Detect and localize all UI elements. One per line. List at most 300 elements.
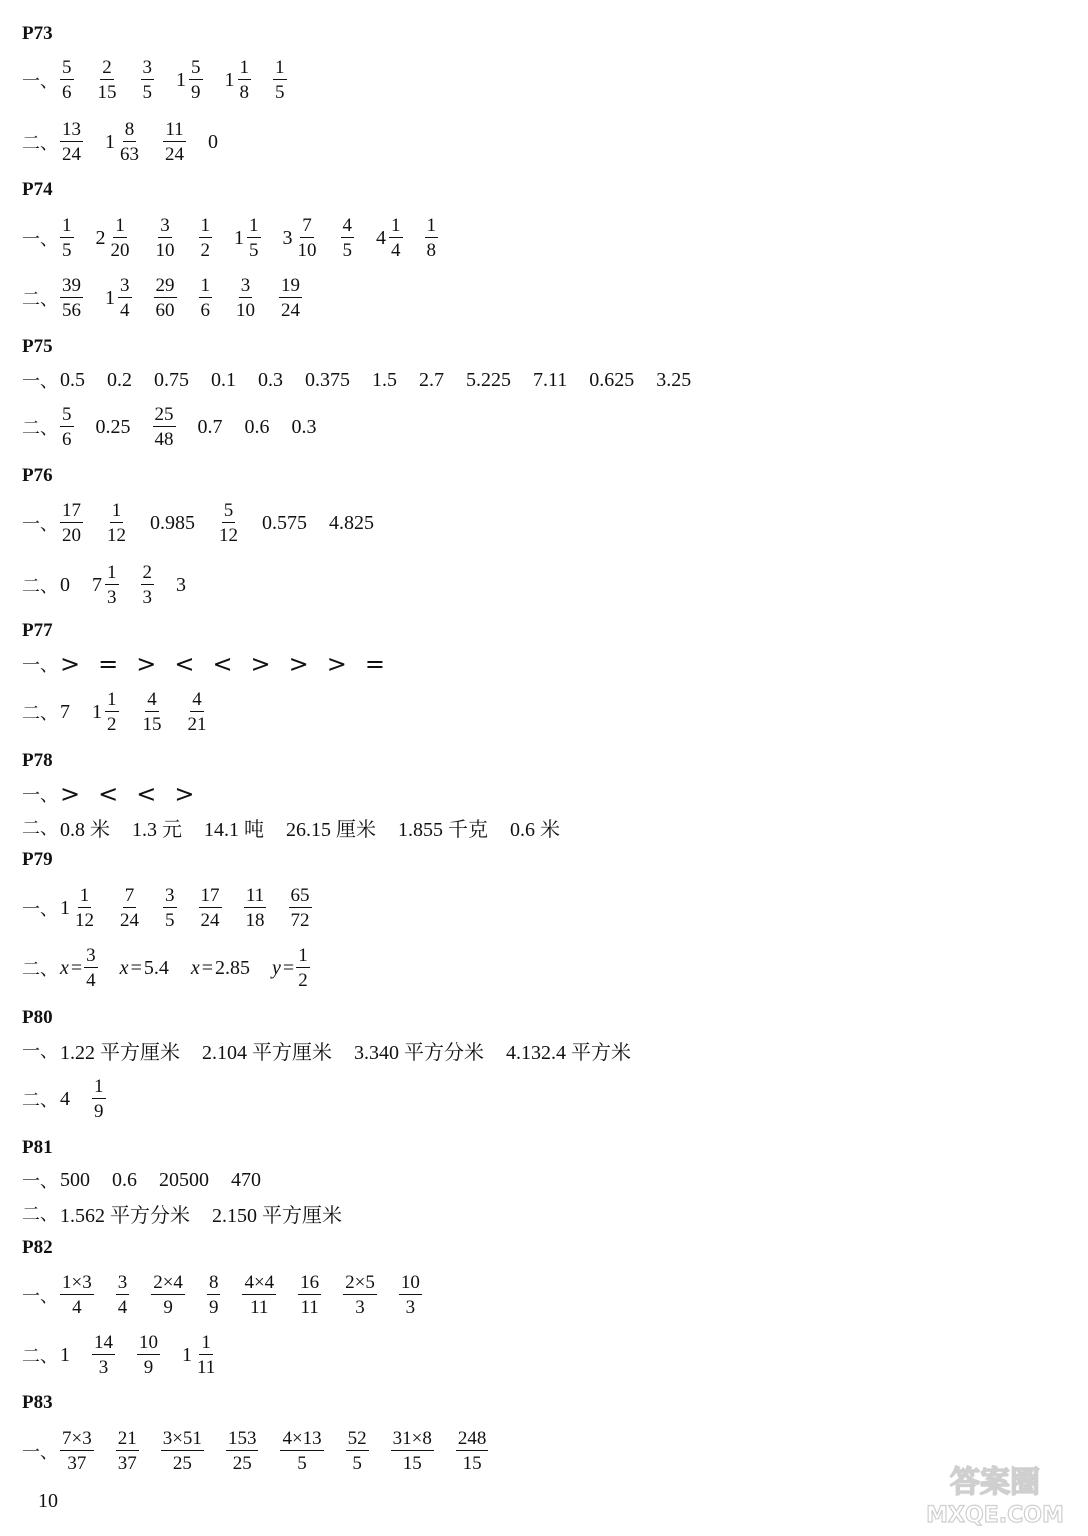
answer-text: 2.7 — [419, 368, 444, 391]
numerator: 8 — [208, 1272, 219, 1293]
answer-text: 1.5 — [372, 368, 397, 391]
comparison-symbol: > — [288, 650, 309, 678]
denominator: 21 — [187, 714, 207, 735]
section-title: P78 — [22, 750, 53, 771]
fraction — [96, 58, 119, 102]
denominator: 24 — [165, 144, 184, 165]
numerator: 1 — [249, 215, 259, 236]
fraction — [289, 886, 312, 930]
answer-item — [198, 416, 223, 439]
answer-text: 470 — [231, 1168, 261, 1191]
answer-text: 0.985 — [150, 511, 195, 534]
denominator: 24 — [120, 910, 139, 931]
whole-number: 1 — [176, 68, 186, 91]
answer-item — [199, 216, 213, 260]
answer-row — [22, 362, 713, 398]
answer-text: 1.855 千克 — [398, 818, 488, 841]
row-label: 二、 — [22, 959, 58, 980]
numerator: 4×13 — [282, 1428, 322, 1449]
denominator: 15 — [402, 1453, 422, 1474]
equals-sign: = — [70, 956, 83, 979]
comparison-symbol: = — [364, 650, 385, 678]
answer-text: 1.562 平方分米 — [60, 1204, 190, 1227]
section-title: P80 — [22, 1007, 53, 1028]
answer-text: 3.25 — [656, 368, 692, 391]
denominator: 3 — [405, 1297, 416, 1318]
denominator: 2 — [298, 970, 308, 991]
fraction — [109, 216, 132, 260]
answer-item — [176, 574, 186, 597]
answer-text: 1 — [60, 1343, 70, 1366]
answer-item — [60, 276, 83, 320]
comparison-symbol: > — [60, 650, 81, 678]
numerator: 14 — [94, 1332, 113, 1353]
denominator: 60 — [155, 300, 175, 321]
answer-item — [289, 886, 312, 930]
answer-item — [234, 216, 261, 260]
answer-item — [656, 369, 691, 392]
fraction — [199, 276, 213, 320]
denominator: 11 — [250, 1297, 269, 1318]
fraction — [189, 58, 203, 102]
denominator: 5 — [342, 240, 352, 261]
equals-sign: = — [282, 956, 295, 979]
fraction — [154, 216, 177, 260]
denominator: 10 — [236, 300, 255, 321]
answer-item — [120, 957, 169, 980]
fraction — [298, 1273, 321, 1317]
denominator: 24 — [200, 910, 220, 931]
denominator: 5 — [297, 1453, 307, 1474]
row-label: 二、 — [22, 576, 58, 597]
answer-item — [399, 1273, 422, 1317]
answer-item — [245, 416, 270, 439]
answer-text: 2.150 平方厘米 — [212, 1204, 342, 1227]
whole-number: 4 — [376, 226, 386, 249]
denominator: 48 — [154, 429, 174, 450]
fraction — [137, 1333, 160, 1377]
answer-item — [298, 1273, 321, 1317]
section-title: P83 — [22, 1392, 53, 1413]
numerator: 29 — [155, 275, 175, 296]
answer-text: 0.6 — [112, 1168, 137, 1191]
fraction — [280, 1429, 323, 1473]
answer-row — [22, 776, 212, 812]
answer-item — [96, 216, 132, 260]
answer-item — [105, 276, 132, 320]
answer-item — [153, 405, 176, 449]
fraction — [186, 690, 209, 734]
whole-number: 1 — [224, 68, 235, 91]
fraction — [389, 216, 403, 260]
numerator: 4 — [192, 689, 202, 710]
section-title: P77 — [22, 620, 53, 641]
numerator: 1 — [391, 215, 401, 236]
fraction — [238, 58, 252, 102]
numerator: 52 — [347, 1428, 367, 1449]
answer-item — [466, 369, 511, 392]
fraction — [60, 1429, 94, 1473]
answer-item — [60, 1036, 180, 1065]
answer-row — [22, 809, 582, 845]
answer-item — [96, 58, 119, 102]
comparison-symbol: > — [136, 650, 157, 678]
row-label: 一、 — [22, 655, 58, 676]
answer-text: 2.104 平方厘米 — [202, 1041, 332, 1064]
answer-item — [60, 405, 74, 449]
answer-text: 500 — [60, 1168, 90, 1191]
fraction — [199, 886, 222, 930]
section-title: P82 — [22, 1237, 53, 1258]
row-label: 一、 — [22, 1171, 58, 1192]
answer-item — [225, 58, 252, 102]
numerator: 1 — [107, 689, 117, 710]
answer-item — [60, 1169, 90, 1192]
answer-text: 7.11 — [533, 368, 568, 391]
numerator: 17 — [62, 500, 81, 521]
numerator: 1 — [426, 215, 436, 236]
comparison-symbol: < — [212, 650, 233, 678]
answer-row — [22, 275, 324, 321]
denominator: 15 — [462, 1453, 482, 1474]
whole-number: 1 — [105, 286, 115, 309]
numerator: 39 — [62, 275, 81, 296]
row-label: 一、 — [22, 1442, 58, 1463]
denominator: 12 — [107, 525, 126, 546]
denominator: 9 — [94, 1101, 104, 1122]
answer-item — [60, 369, 85, 392]
answer-item — [60, 813, 110, 842]
answer-row — [22, 404, 339, 450]
denominator: 4 — [120, 300, 130, 321]
whole-number: 1 — [105, 130, 115, 153]
answer-item — [589, 369, 634, 392]
answer-item — [141, 690, 164, 734]
answer-item — [258, 369, 283, 392]
fraction — [60, 1273, 94, 1317]
fraction — [92, 1077, 106, 1121]
answer-item — [141, 58, 155, 102]
numerator: 4×4 — [244, 1272, 275, 1293]
answer-text: 1.22 平方厘米 — [60, 1041, 180, 1064]
answer-item — [105, 120, 141, 164]
denominator: 10 — [297, 240, 317, 261]
answer-item — [354, 1036, 484, 1065]
answer-item — [372, 369, 397, 392]
numerator: 21 — [117, 1428, 137, 1449]
fraction — [199, 216, 213, 260]
row-label: 二、 — [22, 133, 58, 154]
denominator: 15 — [97, 82, 117, 103]
answer-item — [262, 512, 307, 535]
row-label: 一、 — [22, 229, 58, 250]
denominator: 9 — [208, 1297, 219, 1318]
fraction — [456, 1429, 489, 1473]
answer-item — [231, 1169, 261, 1192]
numerator: 17 — [200, 885, 220, 906]
answer-row — [22, 215, 460, 261]
denominator: 20 — [110, 240, 130, 261]
denominator: 72 — [290, 910, 310, 931]
denominator: 3 — [355, 1297, 365, 1318]
watermark-line2: MXQE.COM — [926, 1503, 1064, 1528]
answer-item — [456, 1429, 489, 1473]
fraction — [207, 1273, 221, 1317]
answer-row — [22, 1195, 364, 1231]
denominator: 6 — [62, 429, 72, 450]
numerator: 11 — [165, 119, 184, 140]
answer-item — [154, 276, 177, 320]
answer-item — [96, 416, 131, 439]
answer-row — [22, 500, 396, 546]
row-label: 二、 — [22, 1346, 58, 1367]
numerator: 19 — [281, 275, 300, 296]
denominator: 5 — [62, 240, 72, 261]
watermark-logo — [910, 1458, 1080, 1530]
answer-text: 0.8 米 — [60, 818, 110, 841]
denominator: 11 — [300, 1297, 319, 1318]
answer-row — [22, 885, 334, 931]
answer-item — [105, 501, 128, 545]
denominator: 6 — [200, 300, 210, 321]
answer-text: 4.132.4 平方米 — [506, 1041, 631, 1064]
answer-text: 4.825 — [329, 511, 374, 534]
answer-item — [343, 1273, 377, 1317]
numerator: 13 — [62, 119, 81, 140]
answer-text: 0.2 — [107, 368, 132, 391]
numerator: 5 — [62, 404, 72, 425]
comparison-symbol: = — [98, 650, 119, 678]
answer-item — [346, 1429, 369, 1473]
section-title: P76 — [22, 465, 53, 486]
answer-row — [22, 1272, 444, 1318]
fraction — [60, 501, 83, 545]
answer-item — [280, 1429, 323, 1473]
answer-item — [60, 574, 70, 597]
fraction — [105, 690, 119, 734]
answer-item — [163, 120, 186, 164]
answer-item — [226, 1429, 259, 1473]
answer-item — [234, 276, 257, 320]
answer-text: 4 — [60, 1087, 70, 1110]
answer-item — [191, 957, 250, 980]
answer-text: 1.3 元 — [132, 818, 182, 841]
fraction — [346, 1429, 369, 1473]
numerator: 3 — [120, 275, 130, 296]
denominator: 10 — [155, 240, 175, 261]
answer-item — [186, 690, 209, 734]
answer-text: 3 — [176, 573, 186, 596]
watermark-line1: 答案圈 — [950, 1465, 1040, 1500]
denominator: 8 — [239, 82, 249, 103]
answer-item — [217, 501, 240, 545]
fraction — [151, 1273, 185, 1317]
fraction — [296, 946, 310, 990]
numerator: 8 — [124, 119, 135, 140]
answer-item — [211, 369, 236, 392]
denominator: 24 — [62, 144, 81, 165]
denominator: 12 — [219, 525, 238, 546]
answer-text: 14.1 吨 — [204, 818, 264, 841]
answer-text: 0.1 — [211, 368, 236, 391]
fraction — [391, 1429, 434, 1473]
denominator: 37 — [67, 1453, 87, 1474]
whole-number: 1 — [92, 700, 102, 723]
answer-item — [398, 813, 488, 842]
answer-row — [22, 646, 403, 682]
numerator: 5 — [223, 500, 234, 521]
fraction — [60, 216, 74, 260]
numerator: 1 — [79, 885, 90, 906]
answer-item — [283, 216, 319, 260]
row-label: 一、 — [22, 514, 58, 535]
answer-item — [60, 501, 83, 545]
row-label: 二、 — [22, 818, 58, 839]
numerator: 10 — [400, 1272, 420, 1293]
equals-sign: = — [130, 956, 142, 979]
denominator: 9 — [163, 1297, 173, 1318]
answer-item — [151, 1273, 185, 1317]
answer-item — [92, 1077, 106, 1121]
answer-row — [22, 1332, 239, 1378]
answer-text: 2.85 — [215, 956, 251, 979]
numerator: 3 — [240, 275, 251, 296]
fraction — [118, 276, 132, 320]
fraction — [163, 120, 186, 164]
whole-number: 1 — [60, 896, 70, 919]
answer-item — [107, 369, 132, 392]
answer-row — [22, 119, 240, 165]
denominator: 20 — [62, 525, 81, 546]
numerator: 1 — [62, 215, 72, 236]
fraction — [242, 1273, 276, 1317]
numerator: 1 — [107, 562, 117, 583]
answer-text: 3.340 平方分米 — [354, 1041, 484, 1064]
denominator: 6 — [62, 82, 72, 103]
answer-item — [329, 512, 374, 535]
answer-item — [376, 216, 403, 260]
numerator: 2×4 — [153, 1272, 183, 1293]
fraction — [247, 216, 261, 260]
numerator: 25 — [154, 404, 174, 425]
denominator: 25 — [232, 1453, 252, 1474]
section-title: P81 — [22, 1137, 53, 1158]
answer-text: 0.7 — [197, 415, 223, 438]
answer-text: 0.3 — [258, 368, 283, 391]
answer-text: 0.575 — [262, 511, 307, 534]
fraction — [92, 1333, 115, 1377]
fraction — [105, 563, 119, 607]
denominator: 63 — [120, 144, 139, 165]
section-title: P74 — [22, 179, 53, 200]
denominator: 4 — [72, 1297, 82, 1318]
answer-text: 0.5 — [60, 368, 85, 391]
answer-item — [92, 563, 119, 607]
answer-text: 0 — [208, 130, 218, 153]
answer-row — [22, 1076, 128, 1122]
answer-item — [425, 216, 439, 260]
answer-item — [212, 1199, 342, 1228]
answer-item — [118, 886, 141, 930]
numerator: 31×8 — [392, 1428, 432, 1449]
answer-item — [60, 58, 74, 102]
denominator: 9 — [191, 82, 201, 103]
answer-row — [22, 945, 332, 991]
answer-item — [506, 1036, 631, 1065]
row-label: 一、 — [22, 71, 58, 92]
answer-item — [305, 369, 350, 392]
variable: x — [60, 956, 69, 979]
numerator: 1 — [201, 1332, 211, 1353]
denominator: 9 — [143, 1357, 154, 1378]
numerator: 3 — [160, 215, 170, 236]
numerator: 3 — [86, 945, 96, 966]
denominator: 2 — [200, 240, 210, 261]
numerator: 11 — [245, 885, 265, 906]
numerator: 1 — [115, 215, 125, 236]
numerator: 7 — [302, 215, 312, 236]
answer-item — [154, 369, 189, 392]
fraction — [195, 1333, 217, 1377]
answer-row — [22, 57, 309, 103]
denominator: 15 — [142, 714, 162, 735]
denominator: 8 — [426, 240, 436, 261]
answer-item — [391, 1429, 434, 1473]
denominator: 3 — [107, 587, 117, 608]
fraction — [217, 501, 240, 545]
denominator: 5 — [142, 82, 152, 103]
variable: y — [272, 956, 281, 979]
answer-item — [204, 813, 264, 842]
answer-text: 5.4 — [143, 956, 169, 979]
answer-item — [116, 1273, 130, 1317]
comparison-symbol: > — [174, 780, 195, 808]
answer-item — [208, 131, 218, 154]
numerator: 153 — [227, 1428, 257, 1449]
variable: x — [190, 956, 200, 979]
denominator: 25 — [172, 1453, 192, 1474]
answer-row — [22, 689, 231, 735]
row-label: 二、 — [22, 1090, 58, 1111]
answer-item — [272, 946, 310, 990]
answer-row — [22, 1162, 283, 1198]
whole-number: 2 — [95, 226, 106, 249]
answer-item — [199, 276, 213, 320]
comparison-symbol: < — [174, 650, 195, 678]
answer-item — [176, 58, 203, 102]
numerator: 2 — [142, 562, 152, 583]
answer-item — [60, 1088, 70, 1111]
whole-number: 1 — [182, 1343, 192, 1366]
answer-item — [60, 1429, 94, 1473]
answer-item — [60, 1199, 190, 1228]
fraction — [341, 216, 355, 260]
answer-item — [60, 946, 98, 990]
section-title: P79 — [22, 849, 53, 870]
numerator: 2 — [102, 57, 112, 78]
denominator: 4 — [86, 970, 96, 991]
answer-text: 0.6 米 — [510, 818, 560, 841]
answer-item — [242, 1273, 276, 1317]
denominator: 12 — [75, 910, 94, 931]
answer-text: 0.625 — [589, 368, 635, 391]
answer-item — [292, 416, 317, 439]
answer-item — [137, 1333, 160, 1377]
fraction — [279, 276, 302, 320]
answer-text: 26.15 厘米 — [286, 818, 376, 841]
fraction — [234, 276, 257, 320]
answer-item — [60, 1273, 94, 1317]
